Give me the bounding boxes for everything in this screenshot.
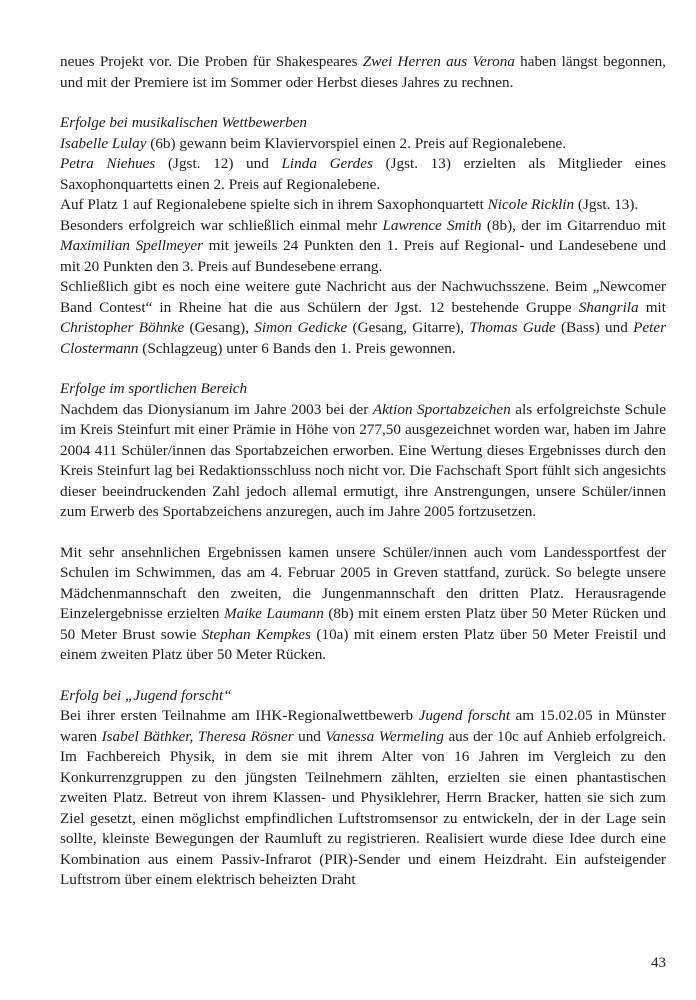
page-number: 43 xyxy=(651,955,666,971)
text: (Gesang, Gitarre), xyxy=(347,319,470,336)
music-line-1 xyxy=(60,134,666,155)
student-name: Vanessa Wermeling xyxy=(325,727,444,745)
text: Besonders erfolgreich war schließlich einmal mehr xyxy=(60,216,383,234)
text: Auf Platz 1 auf Regionalebene spielte sich in ihrem Saxophonquartett xyxy=(60,196,488,213)
text: (10a) mit einem ersten Platz über 50 Meter Freistil und einem zweiten Platz über 50 Meter Rücken. xyxy=(60,625,666,663)
text: am 15.02.05 in Münster waren xyxy=(60,707,666,745)
text: aus der 10c auf Anhieb erfolgreich. Im Fachbereich Physik, in dem sie mit ihrem Alter von 16 Jahren im Vergleich zu den Konkurrenzgruppen zu den jüngsten Teilnehmern zählten, erzielten sie einen phantastischen zweiten Platz. Betreut von ihrem Klassen- und Physiklehrer, Herrn Bracker, hatten sie sich zum Ziel gesetzt, einen möglichst empfindlichen Luftstromsensor zu entwickeln, der in der Lage sein sollte, kleinste Bewegungen der Raumluft zu registrieren. Realisiert wurde diese Idee durch eine Kombination aus einem Passiv-Infrarot (PIR)-Sender und einem Heizdraht. Ein aufsteigender Luftstrom über einem elektrisch beheizten Draht xyxy=(60,727,666,888)
text: (Gesang), xyxy=(184,319,255,336)
heading-sport: Erfolge im sportlichen Bereich xyxy=(60,380,248,397)
text: neues Projekt vor. Die Proben für Shakespeares xyxy=(60,53,363,70)
text: mit jeweils 24 Punkten den 1. Preis auf Regional- und Landesebene und mit 20 Punkten den 3. Preis auf Bundesebene errang. xyxy=(60,237,666,275)
text: (Jgst. 13) erzielten als Mitglieder eines Saxophonquartetts einen 2. Preis auf Regionalebene. xyxy=(60,155,666,193)
student-name: Linda Gerdes xyxy=(281,155,373,172)
music-line-4 xyxy=(60,216,666,278)
heading-jugend-forscht: Erfolg bei „Jugend forscht“ xyxy=(60,686,232,704)
text: (8b) mit einem ersten Platz über 50 Meter Rücken und 50 Meter Brust sowie xyxy=(60,605,666,643)
program-name: Aktion Sportabzeichen xyxy=(372,400,511,418)
student-name: Isabelle Lulay xyxy=(60,134,147,152)
student-name: Christopher Böhnke xyxy=(60,319,185,336)
intro-paragraph xyxy=(60,52,666,93)
text: Bei ihrer ersten Teilnahme am IHK-Regionalwettbewerb xyxy=(60,707,419,724)
student-name: Peter Clostermann xyxy=(60,319,667,357)
play-title: Zwei Herren aus Verona xyxy=(362,53,515,70)
text: und xyxy=(293,727,326,745)
text: Nachdem das Dionysianum im Jahre 2003 bei der xyxy=(60,400,373,418)
text: Mit sehr ansehnlichen Ergebnissen kamen unsere Schüler/innen auch vom Landessportfest der Schulen im Schwimmen, das am 4. Februar 2005 in Greven stattfand, zurück. So belegte unsere Mädchenmannschaft den zweiten, die Jungenmannschaft den dritten Platz. Herausragende Einzelergebnisse erzielten xyxy=(60,543,666,622)
jugend-paragraph xyxy=(60,706,666,891)
student-name: Isabel Bäthker, Theresa Rösner xyxy=(101,727,294,745)
student-name: Simon Gedicke xyxy=(254,319,348,336)
student-name: Nicole Ricklin xyxy=(487,196,575,213)
text: (Jgst. 12) und xyxy=(155,155,282,172)
student-name: Stephan Kempkes xyxy=(201,625,311,643)
sport-paragraph-2 xyxy=(60,543,666,666)
text: (6b) gewann beim Klaviervorspiel einen 2. Preis auf Regionalebene. xyxy=(146,134,567,152)
competition-name: Jugend forscht xyxy=(418,707,511,724)
band-name: Shangrila xyxy=(578,298,639,316)
music-line-3 xyxy=(60,195,666,216)
text: (Bass) und xyxy=(555,319,634,336)
student-name: Maximilian Spellmeyer xyxy=(60,237,204,254)
text: Schließlich gibt es noch eine weitere gute Nachricht aus der Nachwuchsszene. Beim „Newcomer Band Contest“ in Rheine hat die aus Schülern der Jgst. 12 bestehende Gruppe xyxy=(60,278,666,316)
student-name: Lawrence Smith xyxy=(382,216,482,234)
student-name: Maike Laumann xyxy=(223,605,324,622)
text: (Schlagzeug) unter 6 Bands den 1. Preis gewonnen. xyxy=(138,339,456,357)
heading-music: Erfolge bei musikalischen Wettbewerben xyxy=(60,114,308,131)
music-line-5 xyxy=(60,277,666,359)
text: (8b), der im Gitarrenduo mit xyxy=(481,216,666,234)
student-name: Petra Niehues xyxy=(60,155,156,172)
text: als erfolgreichste Schule im Kreis Steinfurt mit einer Prämie in Höhe von 277,50 ausgezeichnet worden war, haben im Jahre 2004 411 Schüler/innen das Sportabzeichen erworben. Eine Wertung dieses Ergebnisses durch den Kreis Steinfurt lag bei Redaktionsschluss noch nicht vor. Die Fachschaft Sport fühlt sich angesichts dieser beeindruckenden Zahl jedoch allemal ermutigt, ihre Anstrengungen, unsere Schüler/innen zum Erwerb des Sportabzeichens anzuregen, auch im Jahre 2005 fortzusetzen. xyxy=(60,400,666,520)
text: mit xyxy=(638,298,666,316)
sport-paragraph-1 xyxy=(60,400,666,523)
text: haben längst begonnen, und mit der Premiere ist im Sommer oder Herbst dieses Jahres zu rechnen. xyxy=(60,53,666,91)
text: (Jgst. 13). xyxy=(574,196,639,213)
student-name: Thomas Gude xyxy=(469,319,556,336)
music-line-2 xyxy=(60,154,666,195)
page-body xyxy=(60,52,666,891)
